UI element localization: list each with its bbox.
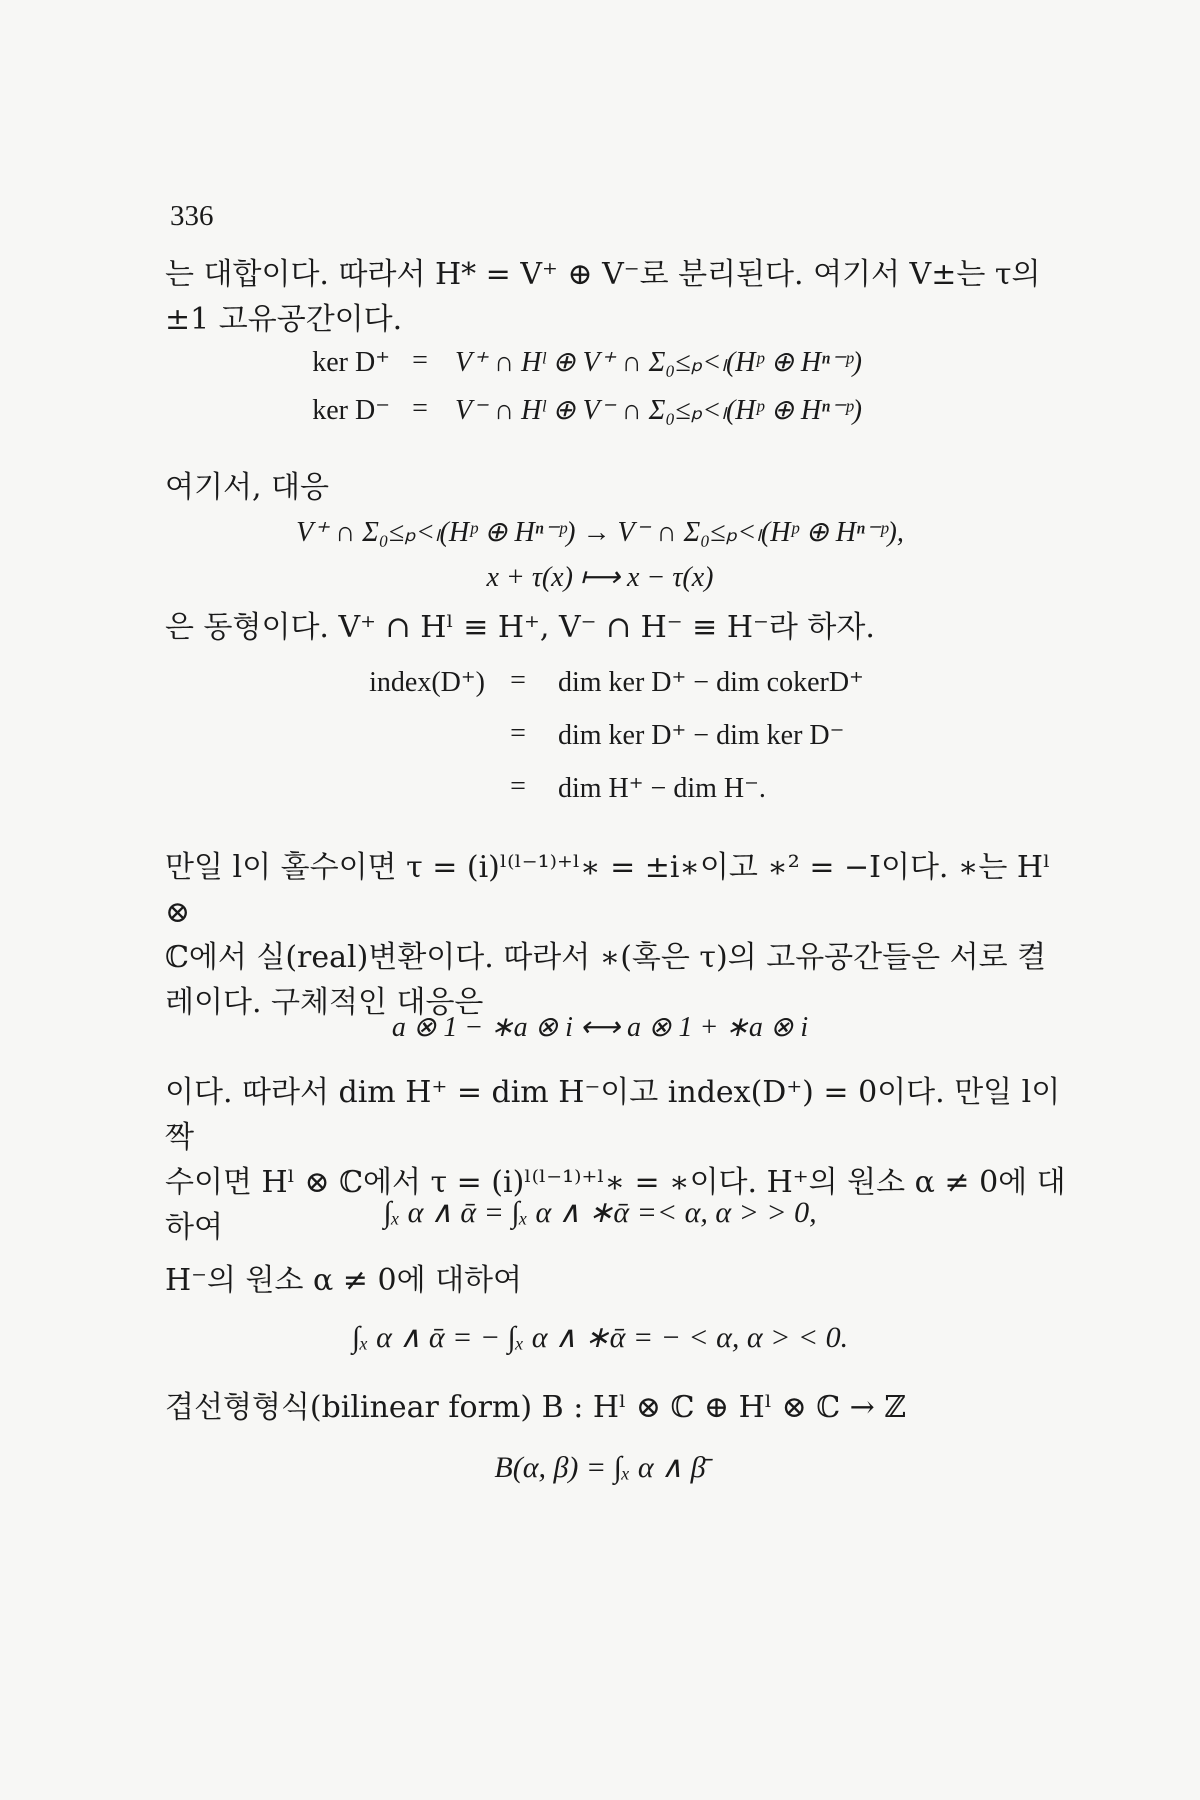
index-rel-3: = — [510, 771, 526, 802]
index-rhs-3: dim H⁺ − dim H⁻. — [558, 773, 766, 804]
index-lhs: index(D⁺) — [369, 667, 485, 698]
integral-equation-1: ∫ₓ α ∧ ᾱ = ∫ₓ α ∧ ∗ᾱ =< α, α > > 0, — [383, 1196, 817, 1229]
paragraph-5-line-3: 하여 — [165, 1210, 223, 1245]
paragraph-2: 여기서, 대응 — [165, 470, 329, 505]
paragraph-5-line-1: 이다. 따라서 dim H⁺ = dim H⁻이고 index(D⁺) = 0이다. 만일 l이 짝 — [165, 1075, 1061, 1155]
paragraph-1 — [165, 252, 1085, 342]
index-rel-1: = — [510, 665, 526, 696]
paragraph-5-line-2: 수이면 Hˡ ⊗ ℂ에서 τ = (i)ˡ⁽ˡ⁻¹⁾⁺ˡ∗ = ∗이다. H⁺의 원소 α ≠ 0에 대 — [165, 1165, 1066, 1200]
paragraph-7: 겹선형형식(bilinear form) B : Hˡ ⊗ ℂ ⊕ Hˡ ⊗ ℂ → ℤ — [165, 1390, 907, 1425]
paragraph-3: 은 동형이다. V⁺ ∩ Hˡ ≡ H⁺, V⁻ ∩ H⁻ ≡ H⁻라 하자. — [165, 610, 875, 645]
ker-plus-rhs: V⁺ ∩ Hˡ ⊕ V⁺ ∩ Σ₀≤ₚ<ₗ(Hᵖ ⊕ Hⁿ⁻ᵖ) — [455, 347, 862, 378]
index-rhs-1: dim ker D⁺ − dim cokerD⁺ — [558, 667, 864, 698]
map-equation-line-2: x + τ(x) ⟼ x − τ(x) — [486, 562, 714, 593]
paragraph-1-line-2: ±1 고유공간이다. — [165, 302, 403, 337]
index-rel-2: = — [510, 718, 526, 749]
ker-plus-rel: = — [412, 345, 428, 376]
map-equation-line-1: V⁺ ∩ Σ₀≤ₚ<ₗ(Hᵖ ⊕ Hⁿ⁻ᵖ) → V⁻ ∩ Σ₀≤ₚ<ₗ(Hᵖ ⊕ Hⁿ⁻ᵖ), — [296, 517, 904, 548]
paragraph-6: H⁻의 원소 α ≠ 0에 대하여 — [165, 1263, 523, 1298]
paragraph-4 — [165, 845, 1085, 1025]
ker-minus-lhs: ker D⁻ — [312, 395, 390, 426]
ker-equation-plus — [0, 345, 1200, 385]
ker-minus-rel: = — [412, 393, 428, 424]
paragraph-4-line-3: 레이다. 구체적인 대응은 — [165, 985, 484, 1020]
bilinear-form-equation: B(α, β) = ∫ₓ α ∧ β̄ — [494, 1451, 706, 1484]
paragraph-4-line-2: ℂ에서 실(real)변환이다. 따라서 ∗(혹은 τ)의 고유공간들은 서로 켤 — [165, 940, 1047, 975]
integral-equation-2: ∫ₓ α ∧ ᾱ = − ∫ₓ α ∧ ∗ᾱ = − < α, α > < 0. — [351, 1321, 849, 1354]
ker-equation-minus — [0, 393, 1200, 433]
index-rhs-2: dim ker D⁺ − dim ker D⁻ — [558, 720, 845, 751]
ker-plus-lhs: ker D⁺ — [312, 347, 390, 378]
page-number: 336 — [170, 200, 214, 232]
paragraph-4-line-1: 만일 l이 홀수이면 τ = (i)ˡ⁽ˡ⁻¹⁾⁺ˡ∗ = ±i∗이고 ∗² = −I이다. ∗는 Hˡ ⊗ — [165, 850, 1051, 930]
index-equation-2 — [0, 718, 1200, 758]
ker-minus-rhs: V⁻ ∩ Hˡ ⊕ V⁻ ∩ Σ₀≤ₚ<ₗ(Hᵖ ⊕ Hⁿ⁻ᵖ) — [455, 395, 862, 426]
correspondence-equation: a ⊗ 1 − ∗a ⊗ i ⟷ a ⊗ 1 + ∗a ⊗ i — [391, 1012, 809, 1043]
paragraph-1-line-1: 는 대합이다. 따라서 H* = V⁺ ⊕ V⁻로 분리된다. 여기서 V±는 τ의 — [165, 257, 1041, 292]
index-equation-3 — [0, 771, 1200, 811]
index-equation-1 — [0, 665, 1200, 705]
